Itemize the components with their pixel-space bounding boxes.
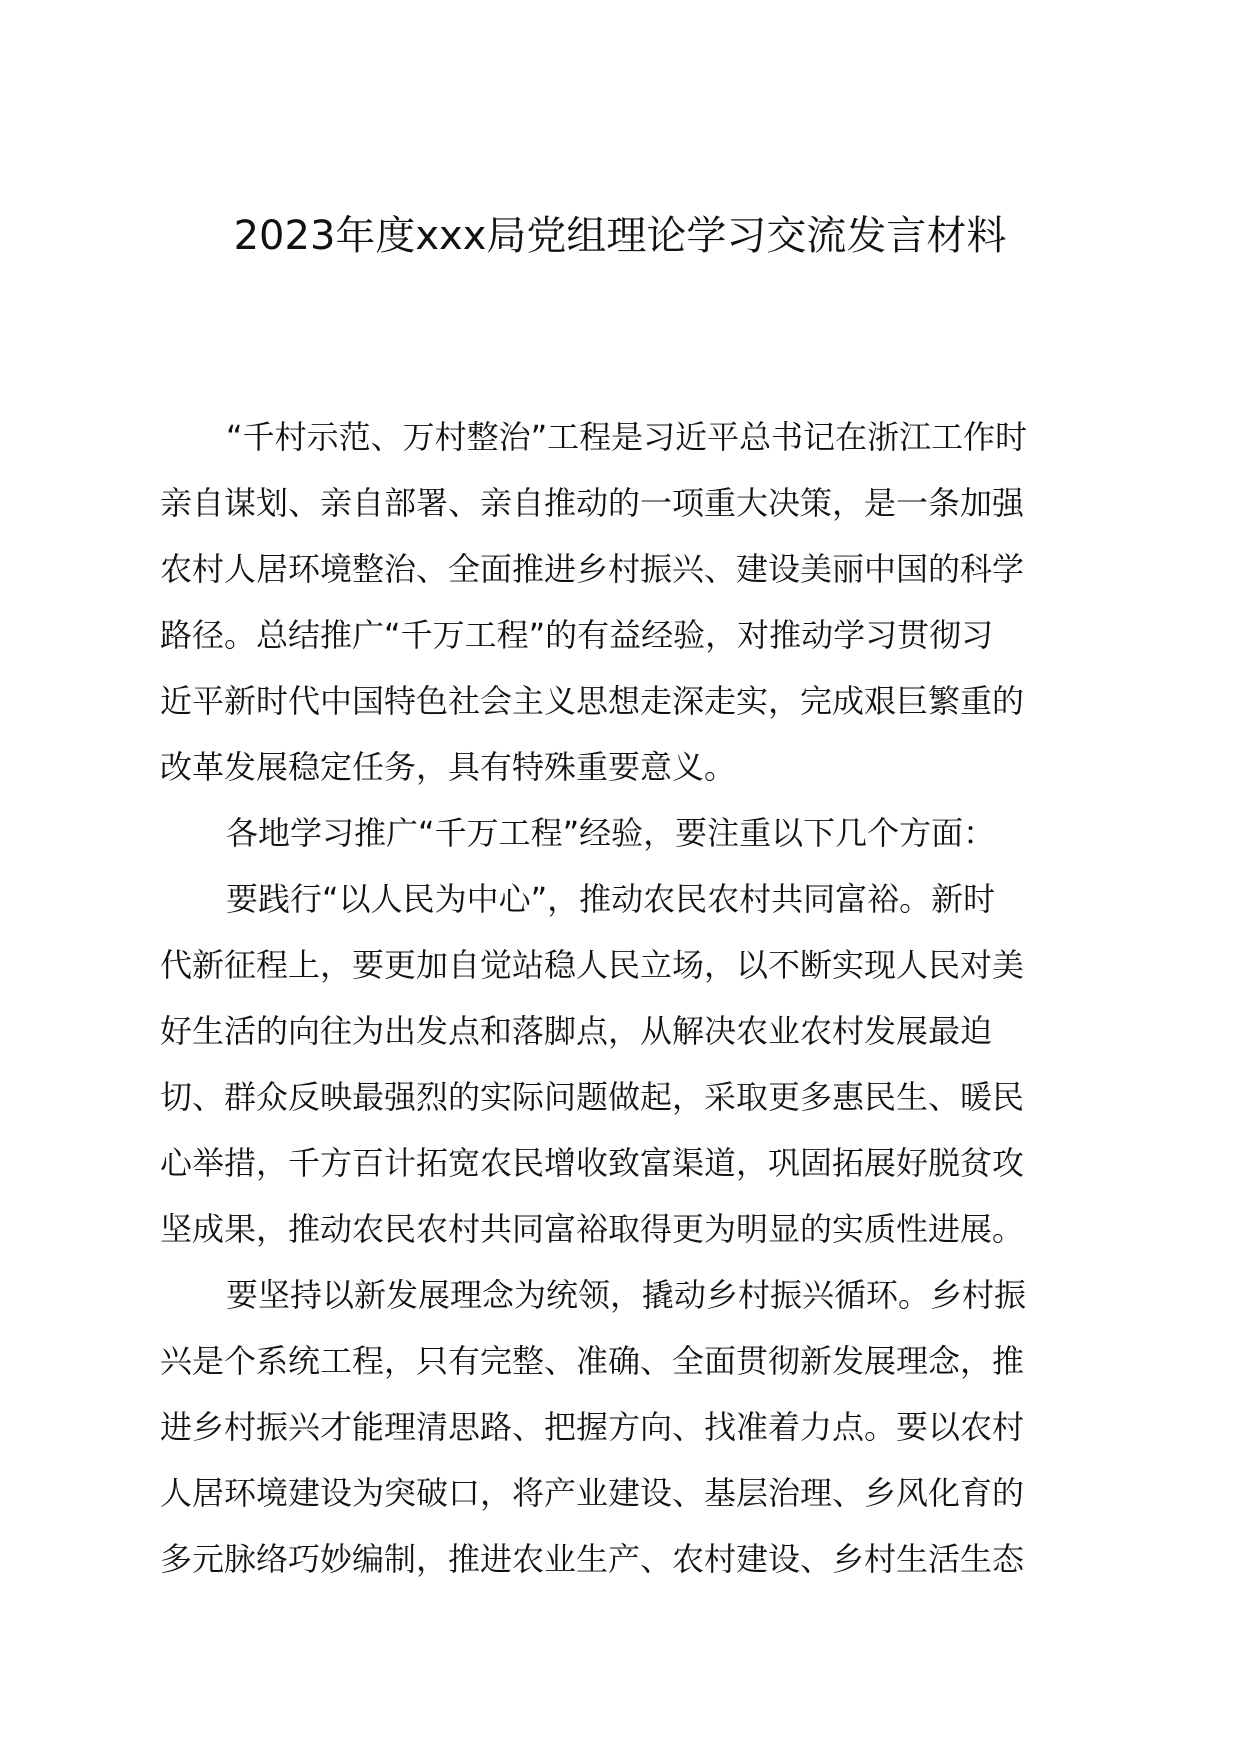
paragraph-3-line-5: 心举措，千方百计拓宽农民增收致富渠道，巩固拓展好脱贫攻 [160,1144,1025,1182]
paragraph-1-line-6: 改革发展稳定任务，具有特殊重要意义。 [160,748,737,786]
paragraph-4-line-2: 兴是个系统工程，只有完整、准确、全面贯彻新发展理念，推 [160,1342,1025,1380]
paragraph-3-line-1: 要践行“以人民为中心”，推动农民农村共同富裕。新时 [226,880,996,918]
paragraph-2-line-1: 各地学习推广“千万工程”经验，要注重以下几个方面： [226,814,996,852]
paragraph-3-line-4: 切、群众反映最强烈的实际问题做起，采取更多惠民生、暖民 [160,1078,1025,1116]
paragraph-1-line-4: 路径。总结推广“千万工程”的有益经验，对推动学习贯彻习 [160,616,994,654]
paragraph-1-line-1: “千村示范、万村整治”工程是习近平总书记在浙江工作时 [226,418,1028,456]
document-title: 2023年度xxx局党组理论学习交流发言材料 [233,213,1007,259]
paragraph-1-line-5: 近平新时代中国特色社会主义思想走深走实，完成艰巨繁重的 [160,682,1025,720]
paragraph-1-line-2: 亲自谋划、亲自部署、亲自推动的一项重大决策，是一条加强 [160,484,1025,522]
paragraph-3-line-6: 坚成果，推动农民农村共同富裕取得更为明显的实质性进展。 [160,1210,1025,1248]
paragraph-4-line-4: 人居环境建设为突破口，将产业建设、基层治理、乡风化育的 [160,1474,1025,1512]
paragraph-4-line-5: 多元脉络巧妙编制，推进农业生产、农村建设、乡村生活生态 [160,1540,1025,1578]
document-body [160,404,1080,1592]
paragraph-3-line-3: 好生活的向往为出发点和落脚点，从解决农业农村发展最迫 [160,1012,993,1050]
paragraph-4-line-1: 要坚持以新发展理念为统领，撬动乡村振兴循环。乡村振 [226,1276,1027,1314]
paragraph-3-line-2: 代新征程上，要更加自觉站稳人民立场，以不断实现人民对美 [160,946,1025,984]
paragraph-1-line-3: 农村人居环境整治、全面推进乡村振兴、建设美丽中国的科学 [160,550,1025,588]
paragraph-4-line-3: 进乡村振兴才能理清思路、把握方向、找准着力点。要以农村 [160,1408,1025,1446]
